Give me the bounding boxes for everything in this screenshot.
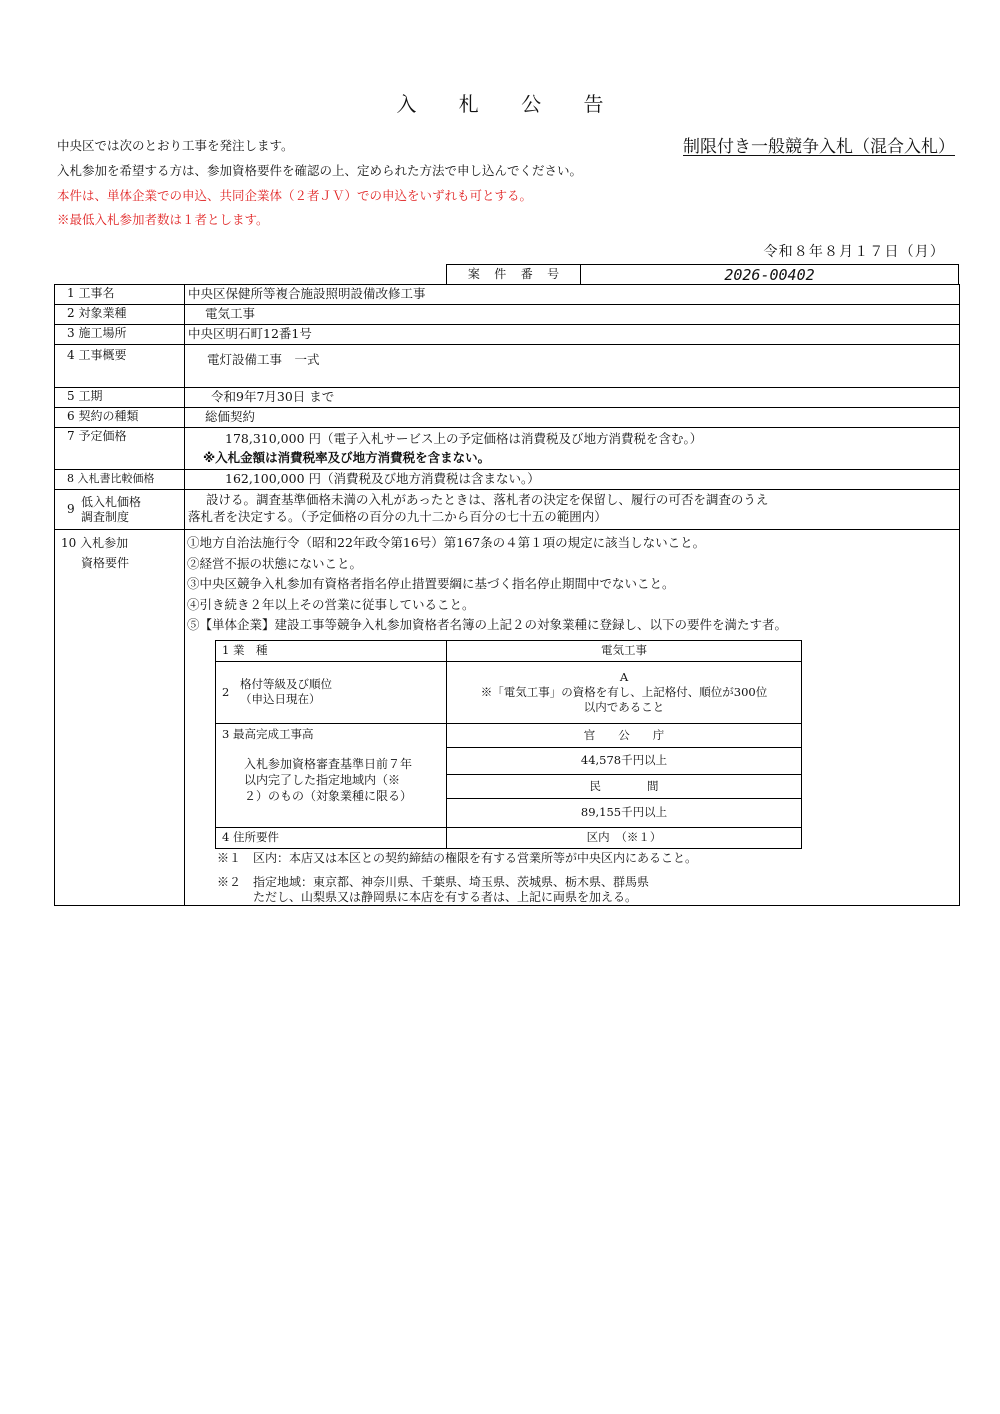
value-project-name: 中央区保健所等複合施設照明設備改修工事 [185, 285, 960, 305]
row-qualifications [55, 530, 960, 906]
row-contract-kind [55, 408, 960, 428]
notice-date: 令和８年８月１７日（月） [763, 244, 945, 260]
row-industry [55, 305, 960, 325]
label-qualifications-l1: 10 入札参加 [61, 536, 129, 550]
intro-line-1: 中央区では次のとおり工事を発注します。 [57, 138, 294, 153]
sub-priv-label: 民 間 [447, 774, 802, 798]
sub-label-industry: 1 業 種 [216, 640, 447, 661]
value-planned-price: 178,310,000 円（電子入札サービス上の予定価格は消費税及び地方消費税を含む。） [225, 431, 703, 446]
label-qualifications [55, 530, 185, 906]
footnote-2-cont: ただし、山梨県又は静岡県に本店を有する者は、上記に両県を加える。 [217, 889, 638, 904]
value-comparison-price: 162,100,000 円（消費税及び地方消費税は含まない。） [185, 470, 960, 490]
sub-label-completion [216, 723, 447, 827]
sub-gov-value: 44,578千円以上 [447, 747, 802, 774]
label-period: 5 工期 [55, 388, 185, 408]
cell-planned-price [185, 428, 960, 470]
footnote-1: ※１ 区内：本店又は本区との契約締結の権限を有する営業所等が中央区内にあること。 [217, 850, 698, 865]
row-period [55, 388, 960, 408]
note-planned-price: ※入札金額は消費税率及び地方消費税を含まない。 [203, 450, 491, 465]
value-period: 令和9年7月30日 まで [185, 388, 960, 408]
sub-desc-completion-l2: 以内完了した指定地域内（※ [244, 772, 401, 787]
value-overview: 電灯設備工事 一式 [185, 345, 960, 388]
row-comparison-price [55, 470, 960, 490]
sub-label-grade-l2: （申込日現在） [240, 692, 321, 706]
sub-desc-completion-l3: ２）のもの（対象業種に限る） [244, 788, 413, 803]
sub-row-industry [216, 640, 802, 661]
row-project-name [55, 285, 960, 305]
label-comparison-price: 8 入札書比較価格 [55, 470, 185, 490]
label-low-bid-l1: 低入札価格 [81, 494, 142, 509]
case-number-box [446, 264, 959, 284]
value-contract-kind: 総価契約 [185, 408, 960, 428]
sub-value-grade-cond: ※「電気工事」の資格を有し、上記格付、順位が300位 [480, 684, 768, 699]
sub-row-grade [216, 661, 802, 723]
footnote-2: ※２ 指定地域：東京都、神奈川県、千葉県、埼玉県、茨城県、栃木県、群馬県 [217, 874, 650, 889]
sub-value-grade-cond2: 以内であること [583, 699, 665, 714]
value-low-bid-l1: 設ける。調査基準価格未満の入札があったときは、落札者の決定を保留し、履行の可否を調査のうえ [206, 492, 769, 507]
row-location [55, 325, 960, 345]
label-planned-price: 7 予定価格 [55, 428, 185, 470]
intro-line-2: 入札参加を希望する方は、参加資格要件を確認の上、定められた方法で申し込んでください。 [57, 163, 583, 178]
bid-details-table [54, 284, 960, 906]
sub-label-grade [216, 661, 447, 723]
req-2: ②経営不振の状態にないこと。 [187, 555, 363, 571]
label-low-bid-l2: 調査制度 [81, 509, 130, 524]
req-4: ④引き続き２年以上その営業に従事していること。 [187, 596, 475, 612]
row-overview [55, 345, 960, 388]
label-qualifications-l2: 資格要件 [81, 556, 130, 570]
label-location: 3 施工場所 [55, 325, 185, 345]
label-low-bid [55, 490, 185, 530]
sub-value-address: 区内 （※１） [447, 827, 802, 848]
contract-type: 制限付き一般競争入札（混合入札） [683, 137, 955, 157]
page-title: 入 札 公 告 [396, 92, 622, 116]
label-project-name: 1 工事名 [55, 285, 185, 305]
sub-row-address [216, 827, 802, 848]
sub-value-grade [447, 661, 802, 723]
requirements-subtable [215, 640, 802, 849]
label-overview: 4 工事概要 [55, 345, 185, 388]
sub-value-grade-rank: A [619, 669, 629, 684]
value-industry: 電気工事 [185, 305, 960, 325]
sub-row-gov-label [216, 723, 802, 747]
sub-label-grade-num: 2 [222, 684, 230, 699]
sub-label-address: 4 住所要件 [216, 827, 447, 848]
sub-value-industry: 電気工事 [447, 640, 802, 661]
notice-jv: 本件は、単体企業での申込、共同企業体（２者ＪＶ）での申込をいずれも可とする。 [57, 188, 533, 203]
row-planned-price [55, 428, 960, 470]
req-5: ⑤【単体企業】建設工事等競争入札参加資格者名簿の上記２の対象業種に登録し、以下の要件を満たす者。 [187, 617, 788, 632]
case-number-label: 案件番号 [447, 265, 581, 284]
label-low-bid-num: 9 [67, 502, 75, 516]
sub-gov-label: 官 公 庁 [447, 723, 802, 747]
value-low-bid-l2: 落札者を決定する。（予定価格の百分の九十二から百分の七十五の範囲内） [188, 509, 607, 524]
sub-desc-completion-l1: 入札参加資格審査基準日前７年 [244, 756, 413, 771]
sub-label-grade-l1: 格付等級及び順位 [240, 677, 332, 691]
label-industry: 2 対象業種 [55, 305, 185, 325]
sub-label-completion-title: 3 最高完成工事高 [222, 726, 314, 741]
sub-priv-value: 89,155千円以上 [447, 798, 802, 827]
notice-min-bidders: ※最低入札参加者数は１者とします。 [57, 212, 269, 227]
req-3: ③中央区競争入札参加有資格者指名停止措置要綱に基づく指名停止期間中でないこと。 [187, 576, 675, 591]
value-location: 中央区明石町12番1号 [185, 325, 960, 345]
cell-qualifications [185, 530, 960, 906]
label-contract-kind: 6 契約の種類 [55, 408, 185, 428]
req-1: ①地方自治法施行令（昭和22年政令第16号）第167条の４第１項の規定に該当しないこと。 [187, 535, 706, 550]
case-number-value: 2026-00402 [724, 266, 815, 284]
cell-low-bid [185, 490, 960, 530]
row-low-bid [55, 490, 960, 530]
